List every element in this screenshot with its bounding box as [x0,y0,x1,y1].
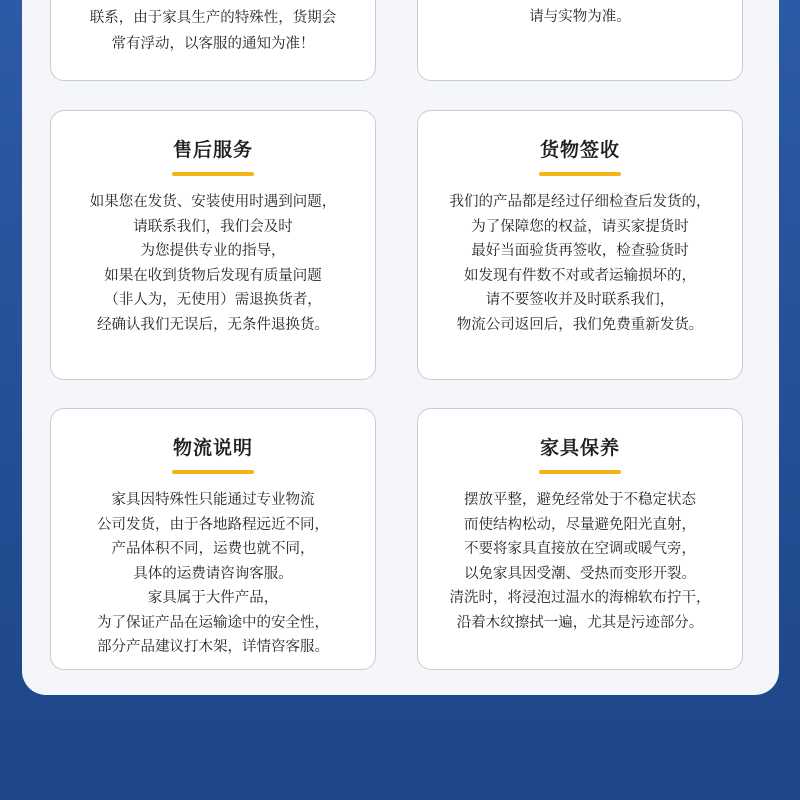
text-line: 最好当面验货再签收，检查验货时 [471,243,689,259]
card-text [418,488,742,635]
text-line: 联系，由于家具生产的特殊性，货期会 [89,10,337,26]
text-line: 请不要签收并及时联系我们， [485,292,675,308]
text-line: 而使结构松动，尽量避免阳光直射， [464,516,696,533]
text-line: 常有浮动，以客服的通知为准！ [111,36,315,52]
text-line: 如果在收到货物后发现有质量问题 [104,267,322,284]
card-title: 物流说明 [172,437,253,459]
text-line: 沿着木纹擦拭一遍，尤其是污迹部分。 [456,614,704,631]
title-underline [172,172,254,176]
text-line: 物流公司返回后，我们免费重新发货。 [456,316,704,333]
title-underline [539,470,621,474]
card-title: 家具保养 [539,437,620,459]
text-line: 为您提供专业的指导， [140,243,286,259]
text-line: 请与实物为准。 [529,9,631,25]
text-line: 摆放平整，避免经常处于不稳定状态 [464,492,696,508]
card-text [51,488,375,660]
card-text [51,0,375,57]
card-furniture-care [417,408,743,670]
text-line: 经确认我们无误后，无条件退换货。 [97,316,329,333]
text-line: 如果您在发货、安装使用时遇到问题， [89,194,337,210]
text-line: 公司发货，由于各地路程远近不同， [97,516,329,533]
card-delivery-notice [50,0,376,81]
title-underline [539,172,621,176]
text-line: 不要将家具直接放在空调或暖气旁， [464,541,696,557]
card-text [51,190,375,337]
text-line: 为了保障您的权益，请买家提货时 [471,218,689,235]
text-line: 产品体积不同，运费也就不同， [111,541,315,557]
card-logistics [50,408,376,670]
card-text [418,190,742,337]
text-line: 家具因特殊性只能通过专业物流 [111,492,315,508]
card-text [418,0,742,30]
text-line: 我们的产品都是经过仔细检查后发货的， [449,194,711,210]
text-line: 清洗时，将浸泡过温水的海棉软布拧干， [449,590,711,606]
text-line: 以免家具因受潮、受热而变形开裂。 [464,565,696,582]
card-title: 货物签收 [539,139,620,161]
card-title: 售后服务 [172,139,253,161]
text-line: 如发现有件数不对或者运输损坏的， [464,267,696,284]
card-after-sales [50,110,376,380]
text-line: 请联系我们，我们会及时 [133,218,293,235]
card-goods-receipt [417,110,743,380]
text-line: （非人为，无使用）需退换货者， [104,292,322,308]
text-line: 部分产品建议打木架，详情咨客服。 [97,639,329,655]
text-line: 为了保证产品在运输途中的安全性， [97,614,329,631]
title-underline [172,470,254,474]
text-line: 具体的运费请咨询客服。 [133,565,293,582]
text-line: 家具属于大件产品， [147,590,279,606]
card-product-image-notice [417,0,743,81]
